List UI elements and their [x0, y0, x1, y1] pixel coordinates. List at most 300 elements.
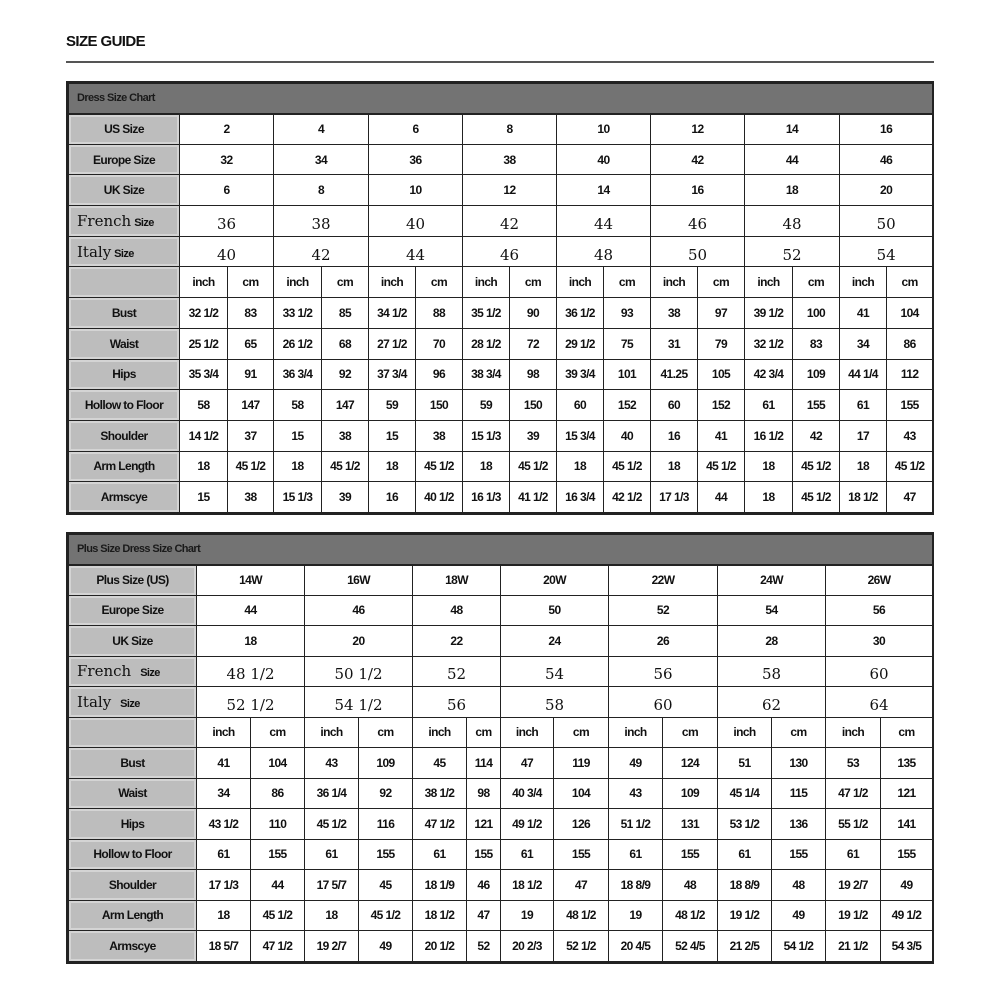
inch-cell: 47 1/2 — [826, 778, 881, 809]
cm-cell: 119 — [554, 748, 609, 779]
size-row — [69, 565, 933, 596]
size-cell: 24W — [718, 565, 826, 596]
inch-cell: 18 — [651, 451, 698, 482]
cm-cell: 40 1/2 — [416, 482, 463, 513]
cm-cell: 45 1/2 — [604, 451, 651, 482]
row-label: Plus Size (US) — [69, 565, 197, 596]
cm-cell: 47 — [554, 870, 609, 901]
size-cell: 48 1/2 — [197, 656, 305, 687]
inch-cell: 45 1/4 — [718, 778, 772, 809]
cm-cell: 104 — [554, 778, 609, 809]
inch-cell: 51 1/2 — [609, 809, 663, 840]
cm-cell: 45 1/2 — [322, 451, 369, 482]
cm-cell: 155 — [881, 839, 933, 870]
size-cell: 46 — [840, 144, 933, 175]
cm-cell: 49 — [772, 900, 826, 931]
size-cell: 54 1/2 — [305, 687, 413, 718]
size-row — [69, 236, 933, 267]
size-cell: 26 — [609, 626, 718, 657]
cm-cell: 92 — [359, 778, 413, 809]
size-cell: 14W — [197, 565, 305, 596]
size-cell: 26W — [826, 565, 933, 596]
dress-size-table — [68, 83, 933, 513]
size-cell: 42 — [651, 144, 745, 175]
inch-cell: 61 — [840, 390, 887, 421]
cm-cell: 85 — [322, 298, 369, 329]
cm-cell: 141 — [881, 809, 933, 840]
inch-cell: 61 — [609, 839, 663, 870]
row-label: Shoulder — [69, 420, 180, 451]
inch-cell: 16 1/2 — [745, 420, 793, 451]
inch-cell: 16 3/4 — [557, 482, 604, 513]
inch-cell: 18 — [369, 451, 416, 482]
row-label: Waist — [69, 328, 180, 359]
chart-caption-row — [69, 535, 933, 565]
size-cell: 46 — [651, 206, 745, 237]
cm-cell: 155 — [359, 839, 413, 870]
size-row — [69, 175, 933, 206]
cm-cell: 54 3/5 — [881, 931, 933, 962]
plus-size-table — [68, 534, 933, 962]
unit-cm: cm — [359, 717, 413, 748]
cm-cell: 41 1/2 — [510, 482, 557, 513]
cm-cell: 150 — [510, 390, 557, 421]
chart-caption-row — [69, 84, 933, 114]
inch-cell: 36 1/2 — [557, 298, 604, 329]
size-cell: 48 — [745, 206, 840, 237]
unit-cm: cm — [663, 717, 718, 748]
inch-cell: 18 — [197, 900, 251, 931]
size-cell: 16 — [840, 114, 933, 145]
unit-inch: inch — [197, 717, 251, 748]
inch-cell: 41 — [840, 298, 887, 329]
inch-cell: 21 1/2 — [826, 931, 881, 962]
cm-cell: 126 — [554, 809, 609, 840]
size-row — [69, 595, 933, 626]
size-row — [69, 206, 933, 237]
inch-cell: 32 1/2 — [745, 328, 793, 359]
unit-inch: inch — [609, 717, 663, 748]
size-cell: 40 — [557, 144, 651, 175]
unit-cm: cm — [251, 717, 305, 748]
size-cell: 52 — [745, 236, 840, 267]
size-cell: 38 — [274, 206, 369, 237]
plus-size-dress-size-chart — [66, 532, 934, 964]
inch-cell: 18 — [840, 451, 887, 482]
unit-inch: inch — [557, 267, 604, 298]
size-cell: 16 — [651, 175, 745, 206]
inch-cell: 17 1/3 — [197, 870, 251, 901]
cm-cell: 45 1/2 — [416, 451, 463, 482]
cm-cell: 45 1/2 — [793, 482, 840, 513]
size-cell: 54 — [501, 656, 609, 687]
cm-cell: 98 — [510, 359, 557, 390]
inch-cell: 18 — [745, 451, 793, 482]
cm-cell: 47 — [887, 482, 933, 513]
cm-cell: 116 — [359, 809, 413, 840]
cm-cell: 114 — [467, 748, 501, 779]
cm-cell: 109 — [359, 748, 413, 779]
size-cell: 16W — [305, 565, 413, 596]
size-cell: 52 1/2 — [197, 687, 305, 718]
row-label: Arm Length — [69, 900, 197, 931]
cm-cell: 45 1/2 — [698, 451, 745, 482]
size-cell: 44 — [745, 144, 840, 175]
inch-cell: 16 — [369, 482, 416, 513]
inch-cell: 19 2/7 — [826, 870, 881, 901]
cm-cell: 115 — [772, 778, 826, 809]
cm-cell: 152 — [698, 390, 745, 421]
size-cell: 18 — [745, 175, 840, 206]
size-cell: 52 — [609, 595, 718, 626]
inch-cell: 27 1/2 — [369, 328, 416, 359]
inch-cell: 41.25 — [651, 359, 698, 390]
inch-cell: 26 1/2 — [274, 328, 322, 359]
row-label: Bust — [69, 298, 180, 329]
inch-cell: 18 1/9 — [413, 870, 467, 901]
cm-cell: 155 — [772, 839, 826, 870]
cm-cell: 150 — [416, 390, 463, 421]
unit-cm: cm — [467, 717, 501, 748]
size-cell: 50 1/2 — [305, 656, 413, 687]
row-label: Arm Length — [69, 451, 180, 482]
inch-cell: 18 — [557, 451, 604, 482]
unit-cm: cm — [698, 267, 745, 298]
measure-row — [69, 451, 933, 482]
inch-cell: 32 1/2 — [180, 298, 228, 329]
inch-cell: 18 8/9 — [609, 870, 663, 901]
size-cell: 22W — [609, 565, 718, 596]
cm-cell: 44 — [251, 870, 305, 901]
measure-row — [69, 420, 933, 451]
cm-cell: 79 — [698, 328, 745, 359]
inch-cell: 18 — [180, 451, 228, 482]
inch-cell: 59 — [369, 390, 416, 421]
row-label-suffix: Size — [140, 667, 160, 680]
size-cell: 12 — [463, 175, 557, 206]
size-cell: 40 — [369, 206, 463, 237]
inch-cell: 44 1/4 — [840, 359, 887, 390]
inch-cell: 17 5/7 — [305, 870, 359, 901]
cm-cell: 45 1/2 — [510, 451, 557, 482]
inch-cell: 19 1/2 — [826, 900, 881, 931]
row-label — [69, 687, 197, 718]
cm-cell: 83 — [228, 298, 274, 329]
inch-cell: 36 1/4 — [305, 778, 359, 809]
cm-cell: 68 — [322, 328, 369, 359]
inch-cell: 38 3/4 — [463, 359, 510, 390]
cm-cell: 110 — [251, 809, 305, 840]
cm-cell: 42 — [793, 420, 840, 451]
inch-cell: 28 1/2 — [463, 328, 510, 359]
size-cell: 44 — [197, 595, 305, 626]
inch-cell: 61 — [501, 839, 554, 870]
size-cell: 32 — [180, 144, 274, 175]
cm-cell: 48 1/2 — [663, 900, 718, 931]
unit-row — [69, 267, 933, 298]
inch-cell: 61 — [305, 839, 359, 870]
inch-cell: 47 — [501, 748, 554, 779]
inch-cell: 60 — [557, 390, 604, 421]
chart-caption: Plus Size Dress Size Chart — [69, 535, 933, 565]
measure-row — [69, 839, 933, 870]
size-cell: 48 — [413, 595, 501, 626]
inch-cell: 49 1/2 — [501, 809, 554, 840]
unit-inch: inch — [305, 717, 359, 748]
inch-cell: 18 — [745, 482, 793, 513]
inch-cell: 34 — [197, 778, 251, 809]
row-label-suffix: Size — [114, 247, 134, 260]
cm-cell: 121 — [881, 778, 933, 809]
size-cell: 58 — [718, 656, 826, 687]
cm-cell: 155 — [887, 390, 933, 421]
inch-cell: 33 1/2 — [274, 298, 322, 329]
cm-cell: 105 — [698, 359, 745, 390]
cm-cell: 47 1/2 — [251, 931, 305, 962]
size-row — [69, 144, 933, 175]
inch-cell: 45 1/2 — [305, 809, 359, 840]
cm-cell: 100 — [793, 298, 840, 329]
cm-cell: 70 — [416, 328, 463, 359]
row-label: Bust — [69, 748, 197, 779]
row-label: Europe Size — [69, 144, 180, 175]
inch-cell: 40 3/4 — [501, 778, 554, 809]
unit-inch: inch — [718, 717, 772, 748]
unit-inch: inch — [840, 267, 887, 298]
cm-cell: 155 — [554, 839, 609, 870]
cm-cell: 93 — [604, 298, 651, 329]
inch-cell: 20 4/5 — [609, 931, 663, 962]
row-label-main: French — [77, 211, 132, 230]
row-label-suffix: Size — [120, 697, 140, 710]
unit-inch: inch — [463, 267, 510, 298]
row-label — [69, 236, 180, 267]
size-cell: 22 — [413, 626, 501, 657]
inch-cell: 34 1/2 — [369, 298, 416, 329]
size-cell: 10 — [557, 114, 651, 145]
measure-row — [69, 359, 933, 390]
cm-cell: 48 — [663, 870, 718, 901]
size-cell: 46 — [305, 595, 413, 626]
size-cell: 48 — [557, 236, 651, 267]
size-cell: 62 — [718, 687, 826, 718]
row-label-main: French — [77, 662, 132, 681]
size-cell: 40 — [180, 236, 274, 267]
size-cell: 42 — [463, 206, 557, 237]
inch-cell: 31 — [651, 328, 698, 359]
unit-inch: inch — [180, 267, 228, 298]
cm-cell: 40 — [604, 420, 651, 451]
cm-cell: 147 — [228, 390, 274, 421]
row-label: Europe Size — [69, 595, 197, 626]
size-cell: 8 — [463, 114, 557, 145]
cm-cell: 45 — [359, 870, 413, 901]
inch-cell: 61 — [197, 839, 251, 870]
cm-cell: 49 — [881, 870, 933, 901]
size-cell: 54 — [718, 595, 826, 626]
inch-cell: 38 — [651, 298, 698, 329]
measure-row — [69, 778, 933, 809]
unit-cm: cm — [554, 717, 609, 748]
size-cell: 46 — [463, 236, 557, 267]
chart-caption: Dress Size Chart — [69, 84, 933, 114]
unit-inch: inch — [826, 717, 881, 748]
measure-row — [69, 748, 933, 779]
inch-cell: 39 1/2 — [745, 298, 793, 329]
inch-cell: 29 1/2 — [557, 328, 604, 359]
unit-inch: inch — [651, 267, 698, 298]
inch-cell: 58 — [274, 390, 322, 421]
cm-cell: 45 1/2 — [251, 900, 305, 931]
inch-cell: 15 — [369, 420, 416, 451]
inch-cell: 17 1/3 — [651, 482, 698, 513]
cm-cell: 152 — [604, 390, 651, 421]
size-cell: 56 — [413, 687, 501, 718]
cm-cell: 104 — [251, 748, 305, 779]
inch-cell: 61 — [745, 390, 793, 421]
size-cell: 14 — [557, 175, 651, 206]
cm-cell: 136 — [772, 809, 826, 840]
cm-cell: 124 — [663, 748, 718, 779]
row-label-empty — [69, 267, 180, 298]
inch-cell: 45 — [413, 748, 467, 779]
row-label: Hollow to Floor — [69, 390, 180, 421]
inch-cell: 18 1/2 — [413, 900, 467, 931]
inch-cell: 25 1/2 — [180, 328, 228, 359]
inch-cell: 41 — [197, 748, 251, 779]
inch-cell: 38 1/2 — [413, 778, 467, 809]
size-cell: 50 — [840, 206, 933, 237]
cm-cell: 109 — [663, 778, 718, 809]
size-cell: 56 — [826, 595, 933, 626]
size-cell: 8 — [274, 175, 369, 206]
size-row — [69, 656, 933, 687]
inch-cell: 60 — [651, 390, 698, 421]
inch-cell: 15 1/3 — [274, 482, 322, 513]
cm-cell: 88 — [416, 298, 463, 329]
size-cell: 44 — [369, 236, 463, 267]
cm-cell: 52 4/5 — [663, 931, 718, 962]
inch-cell: 43 — [609, 778, 663, 809]
size-cell: 60 — [826, 656, 933, 687]
size-row — [69, 687, 933, 718]
cm-cell: 92 — [322, 359, 369, 390]
cm-cell: 45 1/2 — [359, 900, 413, 931]
inch-cell: 37 3/4 — [369, 359, 416, 390]
cm-cell: 39 — [322, 482, 369, 513]
inch-cell: 16 — [651, 420, 698, 451]
row-label — [69, 206, 180, 237]
inch-cell: 58 — [180, 390, 228, 421]
cm-cell: 65 — [228, 328, 274, 359]
cm-cell: 101 — [604, 359, 651, 390]
unit-cm: cm — [228, 267, 274, 298]
inch-cell: 55 1/2 — [826, 809, 881, 840]
cm-cell: 45 1/2 — [228, 451, 274, 482]
inch-cell: 34 — [840, 328, 887, 359]
size-cell: 44 — [557, 206, 651, 237]
cm-cell: 83 — [793, 328, 840, 359]
size-cell: 50 — [651, 236, 745, 267]
inch-cell: 42 3/4 — [745, 359, 793, 390]
size-cell: 56 — [609, 656, 718, 687]
cm-cell: 112 — [887, 359, 933, 390]
unit-cm: cm — [887, 267, 933, 298]
measure-row — [69, 900, 933, 931]
cm-cell: 135 — [881, 748, 933, 779]
measure-row — [69, 870, 933, 901]
cm-cell: 155 — [663, 839, 718, 870]
measure-row — [69, 809, 933, 840]
cm-cell: 41 — [698, 420, 745, 451]
row-label-main: Italy — [77, 242, 112, 261]
size-cell: 18W — [413, 565, 501, 596]
page-title: SIZE GUIDE — [66, 33, 146, 50]
size-cell: 6 — [369, 114, 463, 145]
inch-cell: 20 2/3 — [501, 931, 554, 962]
row-label-suffix: Size — [134, 216, 154, 229]
inch-cell: 15 1/3 — [463, 420, 510, 451]
cm-cell: 91 — [228, 359, 274, 390]
inch-cell: 17 — [840, 420, 887, 451]
row-label: US Size — [69, 114, 180, 145]
unit-cm: cm — [604, 267, 651, 298]
cm-cell: 75 — [604, 328, 651, 359]
inch-cell: 19 1/2 — [718, 900, 772, 931]
unit-inch: inch — [501, 717, 554, 748]
inch-cell: 49 — [609, 748, 663, 779]
size-cell: 64 — [826, 687, 933, 718]
row-label — [69, 656, 197, 687]
size-cell: 2 — [180, 114, 274, 145]
row-label: Waist — [69, 778, 197, 809]
row-label: Armscye — [69, 931, 197, 962]
inch-cell: 61 — [718, 839, 772, 870]
row-label: Hips — [69, 359, 180, 390]
cm-cell: 109 — [793, 359, 840, 390]
cm-cell: 38 — [322, 420, 369, 451]
cm-cell: 96 — [416, 359, 463, 390]
inch-cell: 14 1/2 — [180, 420, 228, 451]
size-cell: 30 — [826, 626, 933, 657]
cm-cell: 52 1/2 — [554, 931, 609, 962]
inch-cell: 19 — [501, 900, 554, 931]
size-row — [69, 114, 933, 145]
size-cell: 58 — [501, 687, 609, 718]
unit-row — [69, 717, 933, 748]
size-cell: 36 — [369, 144, 463, 175]
cm-cell: 46 — [467, 870, 501, 901]
cm-cell: 48 — [772, 870, 826, 901]
cm-cell: 38 — [228, 482, 274, 513]
inch-cell: 15 — [180, 482, 228, 513]
row-label: UK Size — [69, 175, 180, 206]
inch-cell: 53 1/2 — [718, 809, 772, 840]
cm-cell: 47 — [467, 900, 501, 931]
size-cell: 20 — [305, 626, 413, 657]
size-cell: 12 — [651, 114, 745, 145]
size-cell: 54 — [840, 236, 933, 267]
inch-cell: 19 — [609, 900, 663, 931]
inch-cell: 18 — [274, 451, 322, 482]
size-cell: 52 — [413, 656, 501, 687]
inch-cell: 51 — [718, 748, 772, 779]
inch-cell: 19 2/7 — [305, 931, 359, 962]
inch-cell: 18 — [463, 451, 510, 482]
cm-cell: 42 1/2 — [604, 482, 651, 513]
cm-cell: 90 — [510, 298, 557, 329]
inch-cell: 18 8/9 — [718, 870, 772, 901]
